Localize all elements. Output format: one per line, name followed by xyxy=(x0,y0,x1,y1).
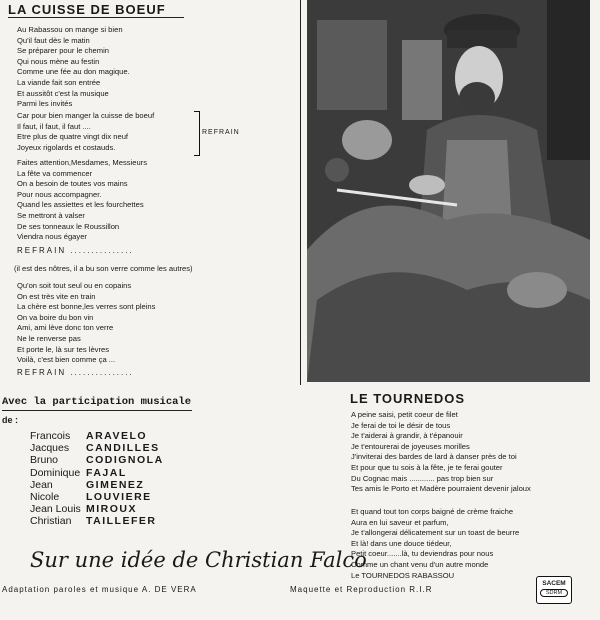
refrain-marker-2: REFRAIN ............... xyxy=(17,368,134,377)
musician-row: Christian TAILLEFER xyxy=(30,515,157,528)
lyric-line: Joyeux rigolards et costauds. xyxy=(17,142,116,152)
lyric-line: A peine saisi, petit coeur de filet xyxy=(351,410,458,419)
musician-row: Francois ARAVELO xyxy=(30,430,148,442)
song-title-tournedos: LE TOURNEDOS xyxy=(350,391,466,406)
lyric-line: Il faut, il faut, il faut .... xyxy=(17,121,91,131)
tournedos-verse-2 xyxy=(351,507,519,581)
lyric-line: Voilà, c'est bien comme ça ... xyxy=(17,355,116,365)
lyric-line: Qu'il faut dès le matin xyxy=(17,35,90,45)
adaptation-credit: Adaptation paroles et musique A. DE VERA xyxy=(2,585,197,594)
sacem-logo: SACEM SDRM xyxy=(536,576,572,604)
lyric-line: Et là! dans une douce tiédeur, xyxy=(351,538,452,548)
lyric-line: Le TOURNEDOS RABASSOU xyxy=(351,570,455,580)
lyric-line: Etre plus de quatre vingt dix neuf xyxy=(17,132,129,142)
lyric-line: Quand les assiettes et les fourchettes xyxy=(17,200,144,210)
lyric-line: Pour nous accompagner. xyxy=(17,189,102,199)
aside-line: (il est des nôtres, il a bu son verre comme les autres) xyxy=(14,264,193,273)
lyric-line: Je t'entourerai de joyeuses morilles xyxy=(351,441,470,451)
lyric-line: Se préparer pour le chemin xyxy=(17,46,110,56)
column-divider xyxy=(300,0,301,385)
lyric-line: Je t'allongerai délicatement sur un toast de beurre xyxy=(351,528,520,538)
verse-1 xyxy=(17,25,130,110)
lyric-line: Car pour bien manger la cuisse de boeuf xyxy=(17,111,155,120)
lyric-line: Au Rabassou on mange si bien xyxy=(17,25,123,34)
lyric-line: Et aussitôt c'est la musique xyxy=(17,88,109,98)
lyric-line: La viande fait son entrée xyxy=(17,77,101,87)
lyric-line: Ne le renverse pas xyxy=(17,333,81,343)
verse-3 xyxy=(17,281,155,366)
participation-underline xyxy=(2,410,192,411)
musician-row: Bruno CODIGNOLA xyxy=(30,454,164,467)
musician-row: Nicole LOUVIERE xyxy=(30,491,152,504)
lyric-line: Je t'aiderai à grandir, à t'épanouir xyxy=(351,431,463,441)
lyric-line: Faites attention,Mesdames, Messieurs xyxy=(17,158,147,167)
lyric-line: Ami, ami lève donc ton verre xyxy=(17,323,114,333)
lyric-line: Parmi les invités xyxy=(17,99,73,109)
lyric-line: Qu'on soit tout seul ou en copains xyxy=(17,281,132,290)
chef-photo xyxy=(307,0,590,382)
tournedos-verse-1 xyxy=(351,410,531,495)
lyric-line: De ses tonneaux le Roussillon xyxy=(17,221,120,231)
lyric-line: Tes amis le Porto et Madère pourraient devenir jaloux xyxy=(351,484,531,494)
verse-2 xyxy=(17,158,147,243)
participation-de: de : xyxy=(2,415,19,425)
musician-row: Jacques CANDILLES xyxy=(30,442,160,455)
musician-row: Dominique FAJAL xyxy=(30,466,127,479)
lyric-line: Je ferai de toi le désir de tous xyxy=(351,420,451,430)
lyric-line: On va boire du bon vin xyxy=(17,312,94,322)
lyric-line: La fête va commencer xyxy=(17,168,93,178)
refrain-bracket xyxy=(194,111,200,156)
lyric-line: Petit coeur.......là, tu deviendras pour nous xyxy=(351,549,494,559)
lyric-line: On est très vite en train xyxy=(17,291,96,301)
musicians-list xyxy=(30,430,164,528)
maquette-credit: Maquette et Reproduction R.I.R xyxy=(290,585,433,594)
lyric-line: On a besoin de toutes vos mains xyxy=(17,179,128,189)
lyric-line: Comme un chant venu d'un autre monde xyxy=(351,559,489,569)
title-underline xyxy=(8,17,184,18)
lyric-line: La chère est bonne,les verres sont pleins xyxy=(17,302,156,312)
lyric-line: Du Cognac mais ............ pas trop bien sur xyxy=(351,473,494,483)
lyric-line: Comme une fée au don magique. xyxy=(17,67,130,77)
lyric-line: Viendra nous égayer xyxy=(17,232,87,242)
refrain-lyrics xyxy=(17,111,154,153)
musician-row: Jean Louis MIROUX xyxy=(30,503,137,516)
lyric-line: Se mettront à valser xyxy=(17,210,85,220)
refrain-marker-1: REFRAIN ............... xyxy=(17,246,134,255)
musician-row: Jean GIMENEZ xyxy=(30,478,145,491)
lyric-line: Aura en lui saveur et parfum, xyxy=(351,517,449,527)
lyric-line: Qui nous mène au festin xyxy=(17,56,100,66)
refrain-label: REFRAIN xyxy=(202,129,240,136)
lyric-line: Et pour que tu sois à la fête, je te ferai gouter xyxy=(351,462,503,472)
lyric-line: Et quand tout ton corps baigné de crème fraiche xyxy=(351,507,514,516)
chef-photo-illustration xyxy=(307,0,590,382)
song-title-cuisse: LA CUISSE DE BOEUF xyxy=(8,2,166,17)
lyric-line: J'inviterai des bardes de lard à danser près de toi xyxy=(351,452,517,462)
lyric-line: Et porte le, là sur tes lèvres xyxy=(17,344,110,354)
idea-credit: Sur une idée de Christian Falco xyxy=(30,548,367,572)
participation-heading: Avec la participation musicale xyxy=(2,396,192,408)
